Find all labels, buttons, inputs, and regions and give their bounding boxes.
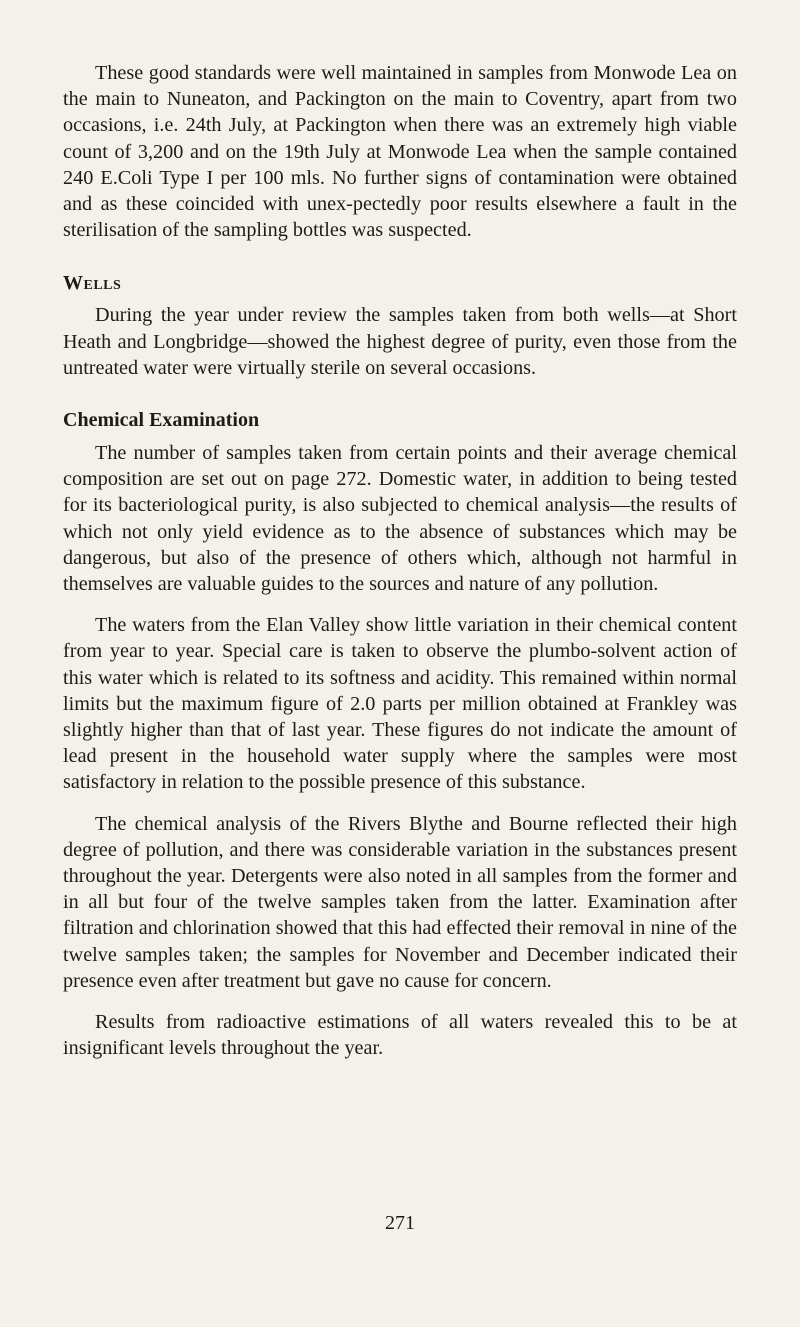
- chemical-paragraph-2: The waters from the Elan Valley show little variation in their chemical content from year to year. Special care is taken to observe the plumbo-solvent action of this water which is related to its softness and acidity. This remained within normal limits but the maximum figure of 2.0 parts per million obtained at Frankley was slightly higher than that of last year. These figures do not indicate the amount of lead present in the household water supply where the samples were most satisfactory in relation to the possible presence of this substance.: [63, 614, 737, 794]
- intro-paragraph: These good standards were well maintained in samples from Monwode Lea on the main to Nuneaton, and Packington on the main to Coventry, apart from two occasions, i.e. 24th July, at Packington when there was an extremely high viable count of 3,200 and on the 19th July at Monwode Lea when the sample contained 240 E.Coli Type I per 100 mls. No further signs of contamination were obtained and as these coincided with unex-pectedly poor results elsewhere a fault in the sterilisation of the sampling bottles was suspected.: [63, 62, 737, 242]
- page-number: 271: [385, 1212, 415, 1234]
- chemical-examination-heading: Chemical Examination: [63, 409, 260, 432]
- chemical-paragraph-1: The number of samples taken from certain points and their average chemical composition are set out on page 272. Domestic water, in addition to being tested for its bacteriological purity, is also subjected to chemical analysis—the results of which not only yield evidence as to the absence of substances which may be dangerous, but also of the presence of others which, although not harmful in themselves are valuable guides to the sources and nature of any pollution.: [63, 442, 737, 596]
- wells-heading: Wells: [63, 272, 122, 295]
- wells-paragraph: During the year under review the samples taken from both wells—at Short Heath and Longbridge—showed the highest degree of purity, even those from the untreated water were virtually sterile on several occasions.: [63, 304, 737, 379]
- chemical-paragraph-4: Results from radioactive estimations of all waters revealed this to be at insignificant levels throughout the year.: [63, 1011, 737, 1060]
- chemical-paragraph-3: The chemical analysis of the Rivers Blythe and Bourne reflected their high degree of pollution, and there was considerable variation in the substances present throughout the year. Detergents were also noted in all samples from the former and in all but four of the twelve samples taken from the latter. Examination after filtration and chlorination showed that this had effected their removal in nine of the twelve samples taken; the samples for November and December indicated their presence even after treatment but gave no cause for concern.: [63, 812, 737, 992]
